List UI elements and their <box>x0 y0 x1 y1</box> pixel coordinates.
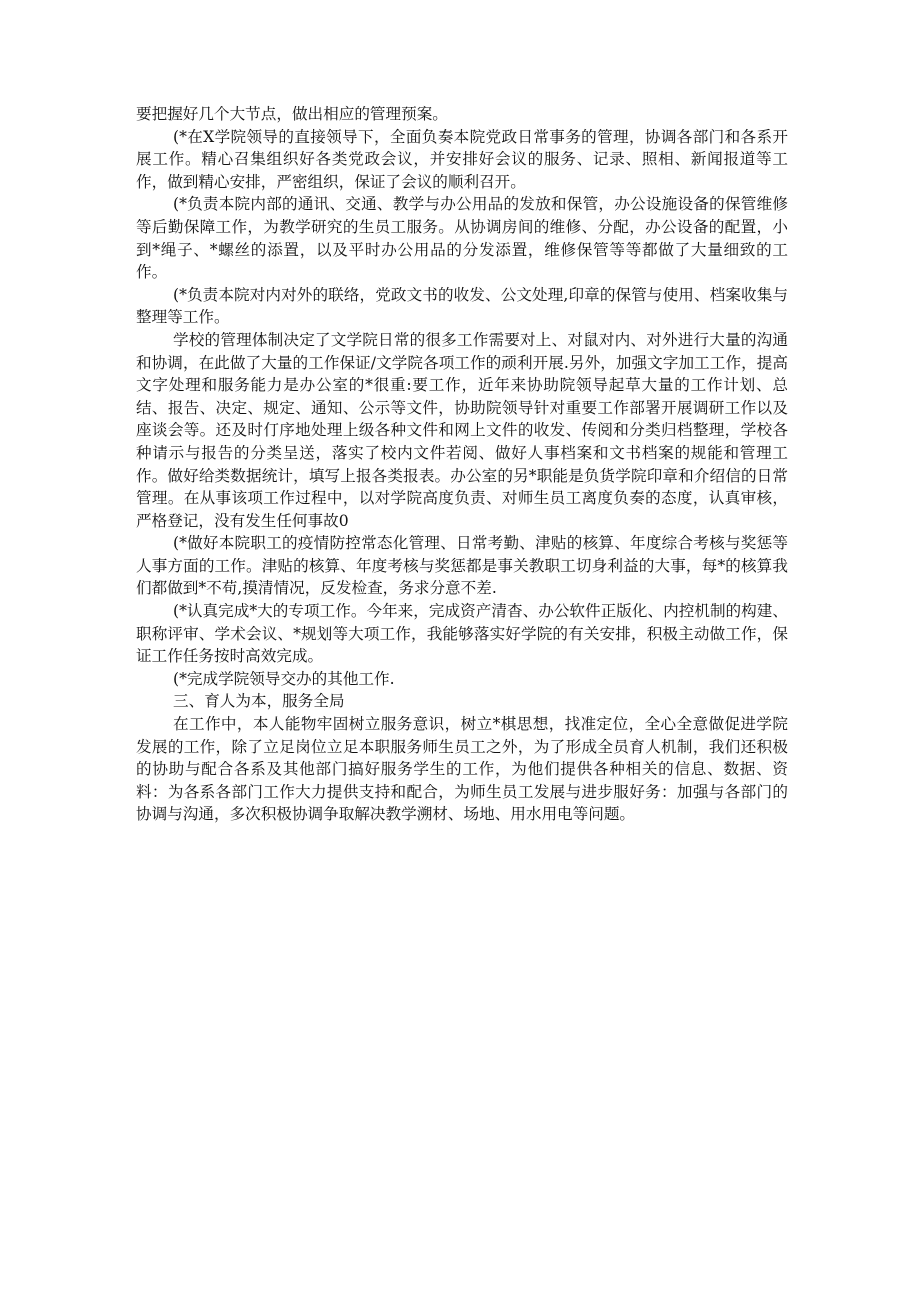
paragraph-2: (*在X学院领导的直接领导下，全面负奏本院党政日常事务的管理，协调各部门和各系开展工作。精心召集组织好各类党政会议，并安排好会议的服务、记录、照相、新闻报道等工作，做到精心安排，严密组织，保证了会议的顺利召开。 <box>136 127 788 191</box>
paragraph-7: (*认真完成*大的专项工作。今年来，完成资产清杳、办公软件正版化、内控机制的构建、职称评审、学术会议、*规划等大项工作，我能够落实好学院的有关安排，积极主动做工作，保证工作任务按时高效完成。 <box>136 602 788 666</box>
paragraph-1: 要把握好几个大节点，做出相应的管理预案。 <box>136 105 448 123</box>
paragraph-4: (*负责本院对内对外的联络，党政文书的收发、公文处理,印章的保管与使用、档案收集与整理等工作。 <box>136 285 788 327</box>
paragraph-3: (*负责本院内部的通讯、交通、教学与办公用品的发放和保管，办公设施设备的保管维修等后勤保障工作，为教学研究的生员工服务。从协调房间的维修、分配，办公设备的配置，小到*绳子、*螺丝的添置，以及平时办公用品的分发添置，维修保管等等都做了大量细致的工作。 <box>136 195 788 282</box>
document-page <box>136 103 788 826</box>
paragraph-10: 在工作中，本人能物牢固树立服务意识，树立*棋思想，找准定位，全心全意做促进学院发展的工作，除了立足岗位立足本职服务师生员工之外，为了形成全员育人机制，我们还积极的协助与配合各系及其他部门搞好服务学生的工作，为他们提供各种相关的信息、数据、资料：为各系各部门工作大力提供支持和配合，为师生员工发展与进步服好务：加强与各部门的协调与沟通，多次积极协调争取解决教学溯材、场地、用水用电等问题。 <box>136 715 788 824</box>
section-heading: 三、育人为本，服务全局 <box>173 692 345 711</box>
paragraph-6: (*做好本院职工的疫情防控常态化管理、日常考勤、津贴的核算、年度综合考核与奖惩等人事方面的工作。津贴的核算、年度考核与奖惩都是事关教职工切身利益的大事，每*的核算我们都做到*不苟,摸清情况，反发检查，务求分意不差. <box>136 534 788 598</box>
paragraph-5: 学校的管理体制决定了文学院日常的很多工作需要对上、对鼠对内、对外进行大量的沟通和协调，在此做了大量的工作保证/文学院各项工作的顽利开展.另外，加强文字加工工作，提高文字处理和服务能力是办公室的*很重:要工作，近年来协助院领导起草大量的工作计划、总结、报告、决定、规定、通知、公示等文件，协助院领导针对重要工作部署开展调研工作以及座谈会等。还及时仃序地处理上级各种文件和网上文件的收发、传阅和分类归档整理，学校各种请示与报告的分类呈送，落实了校内文件若阅、做好人事档案和文书档案的规能和管理工作。做好给类数据统计，填写上报各类报表。办公室的另*职能是负货学院印章和介绍信的日常管理。在从事该项工作过程中，以对学院高度负责、对师生员工离度负奏的态度，认真审核，严格登记，没有发生任何事故0 <box>136 330 788 530</box>
paragraph-8: (*完成学院领导交办的其他工作. <box>173 669 395 688</box>
